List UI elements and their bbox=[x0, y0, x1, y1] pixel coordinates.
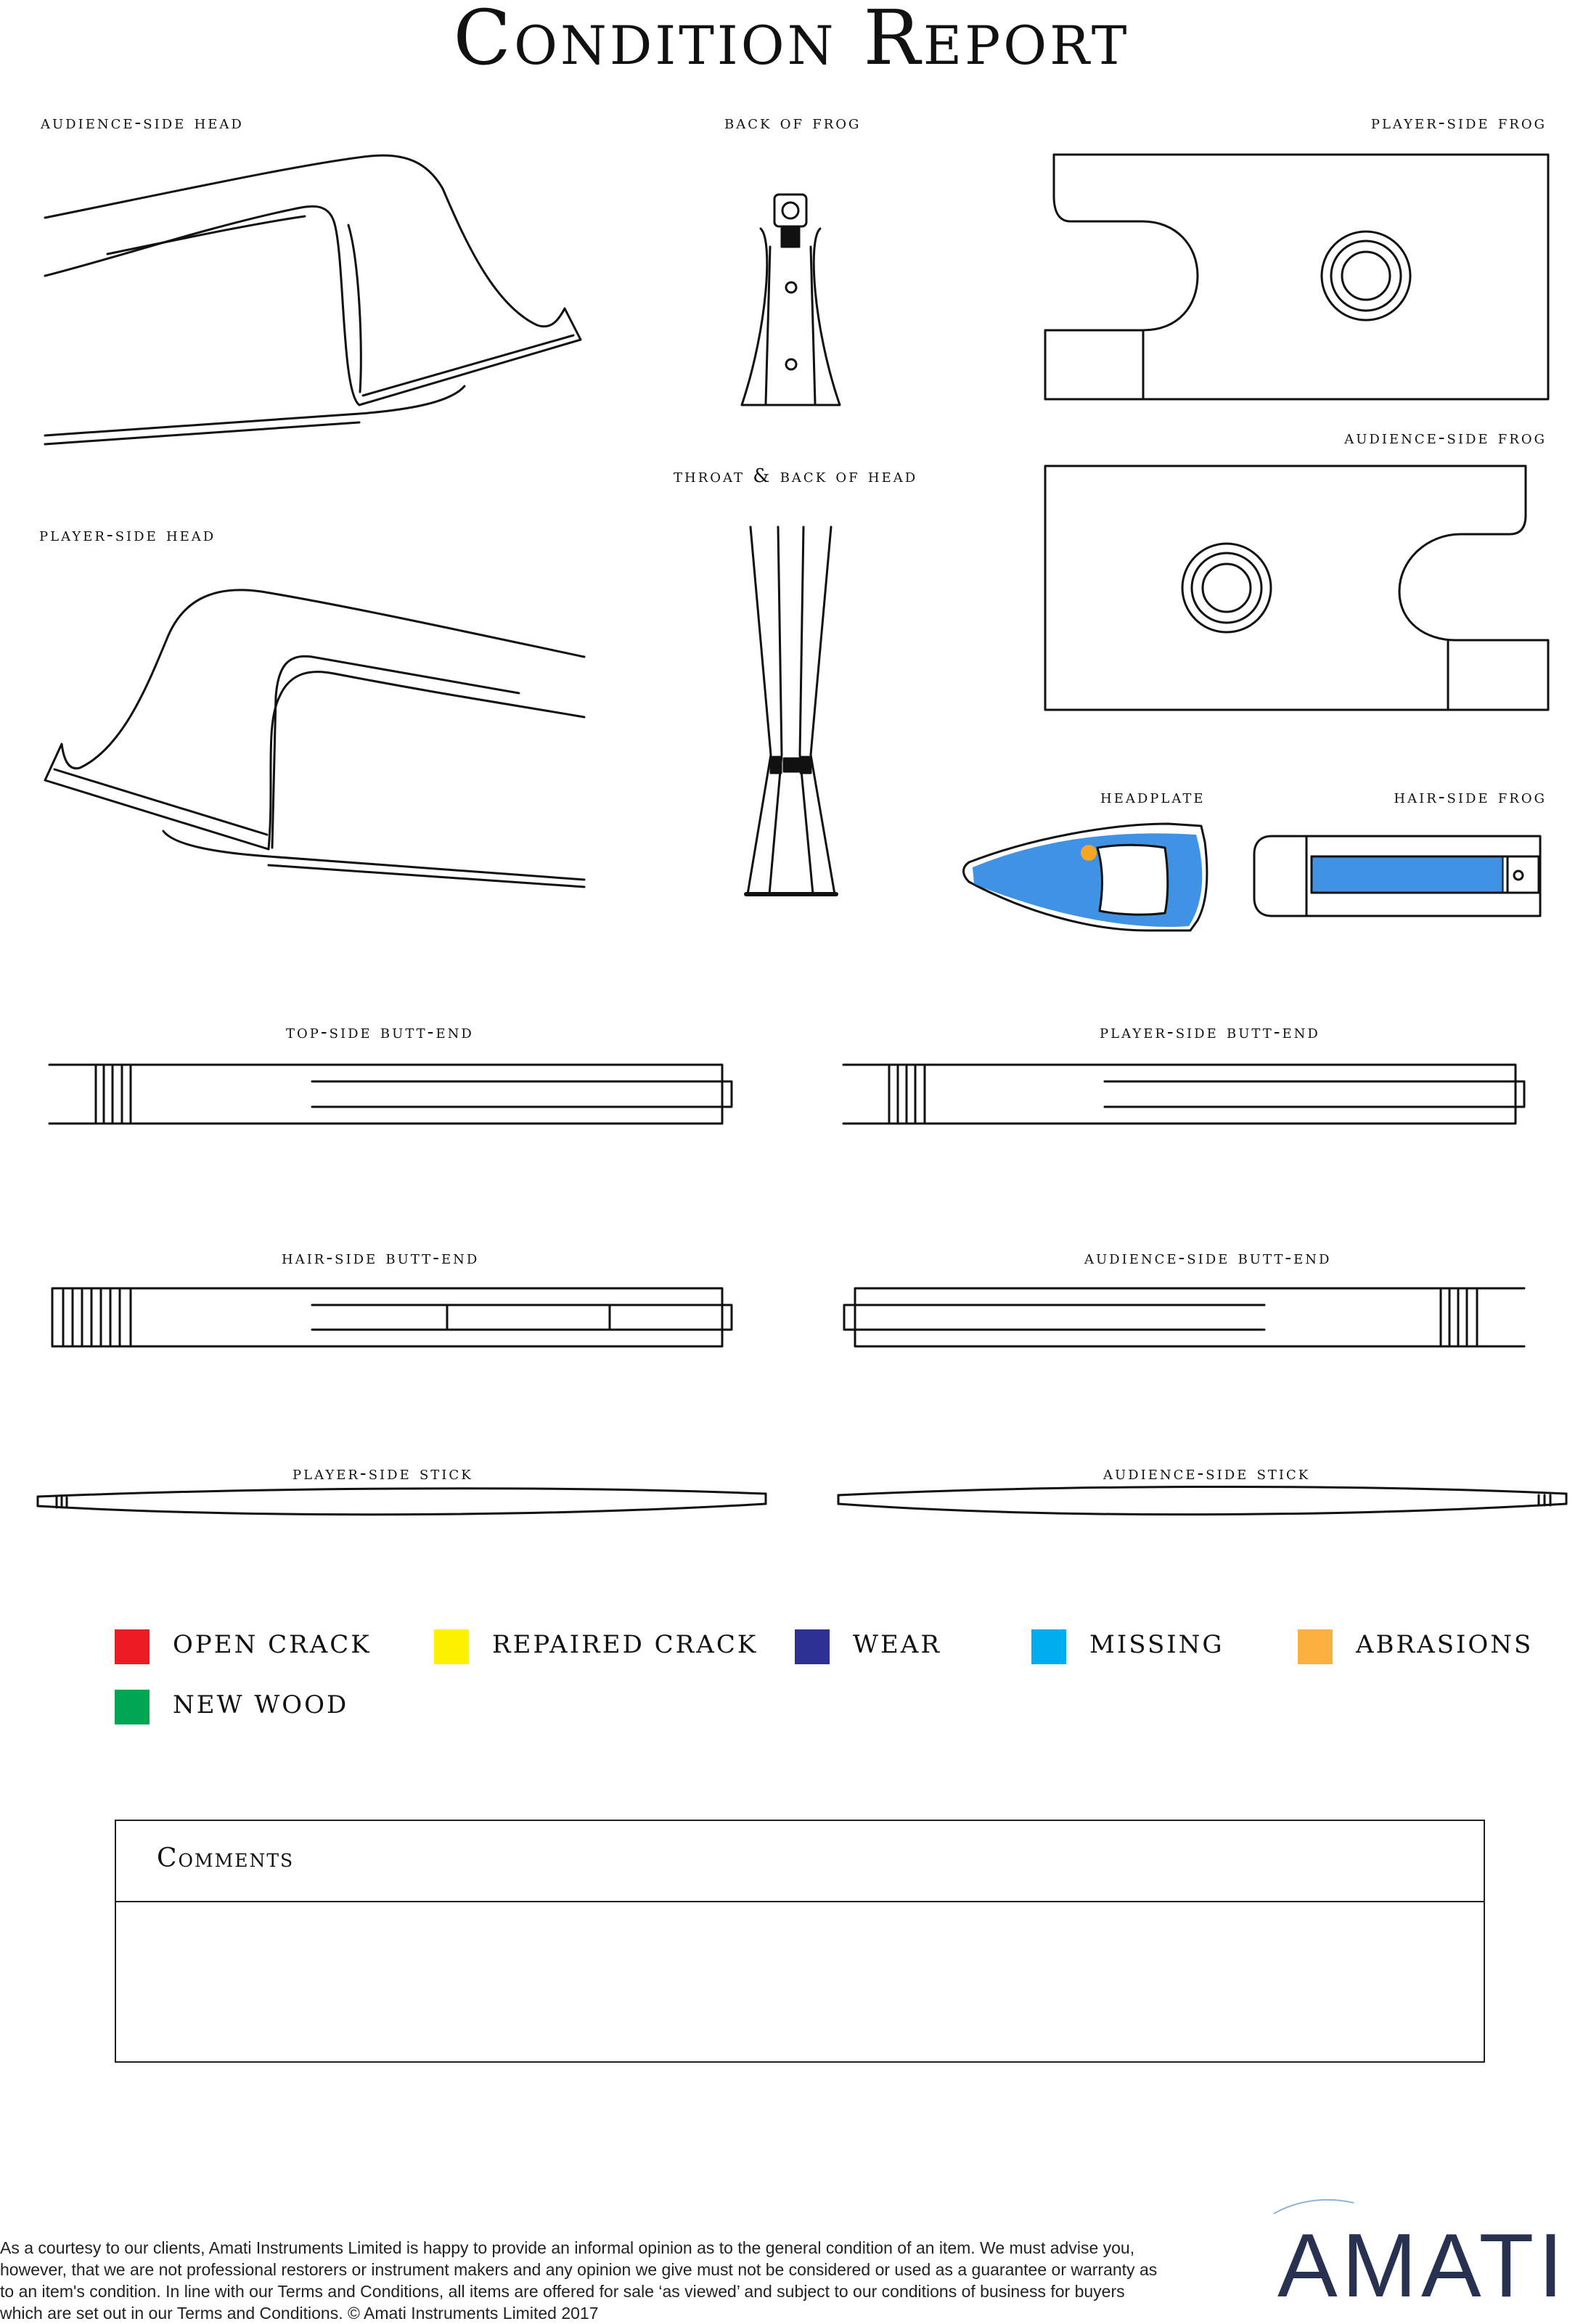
label-audience-side-stick: audience-side stick bbox=[1103, 1462, 1311, 1484]
legend-swatch-missing bbox=[1031, 1629, 1066, 1664]
label-hair-side-frog: hair-side frog bbox=[1394, 786, 1547, 808]
logo-swoosh-icon bbox=[1270, 2196, 1357, 2217]
legend-swatch-new-wood bbox=[115, 1690, 150, 1724]
audience-side-butt-end-drawing bbox=[844, 1288, 1524, 1346]
audience-side-stick-drawing bbox=[838, 1486, 1566, 1514]
audience-side-head-drawing bbox=[45, 155, 581, 444]
legend-swatch-open-crack bbox=[115, 1629, 150, 1664]
legend-label-new-wood: NEW WOOD bbox=[173, 1690, 349, 1719]
label-back-of-frog: back of frog bbox=[724, 112, 862, 134]
player-side-head-drawing bbox=[45, 590, 584, 887]
legend-swatch-wear bbox=[795, 1629, 830, 1664]
legend-label-abrasions: ABRASIONS bbox=[1356, 1630, 1534, 1659]
legend-label-repaired-crack: REPAIRED CRACK bbox=[492, 1630, 758, 1659]
back-of-frog-drawing bbox=[742, 195, 840, 405]
missing-marking-hair-side-frog bbox=[1312, 857, 1502, 892]
abrasion-marking-headplate bbox=[1081, 845, 1097, 861]
amati-logo: AMATI bbox=[1277, 2216, 1568, 2316]
label-audience-side-frog: audience-side frog bbox=[1344, 427, 1547, 449]
legend-swatch-repaired-crack bbox=[434, 1629, 469, 1664]
label-player-side-frog: player-side frog bbox=[1370, 112, 1547, 134]
legend-label-wear: WEAR bbox=[853, 1630, 941, 1659]
top-side-butt-end-drawing bbox=[49, 1065, 732, 1124]
player-side-frog-drawing bbox=[1045, 155, 1548, 399]
comments-box bbox=[115, 1820, 1485, 2063]
player-side-butt-end-drawing bbox=[843, 1065, 1524, 1124]
throat-back-of-head-drawing bbox=[746, 527, 836, 894]
legend-label-missing: MISSING bbox=[1089, 1630, 1224, 1659]
label-throat-back-of-head: throat & back of head bbox=[674, 465, 918, 487]
comments-header bbox=[116, 1821, 1484, 1902]
comments-area[interactable] bbox=[116, 1902, 1484, 2061]
disclaimer-text: As a courtesy to our clients, Amati Instruments Limited is happy to provide an informal opinion as to the general condition of an item. We must advise you, however, that we are not professional restorers or instrument makers and any opinion we give must not be considered or used as a guarantee or warranty as to an item's condition. In line with our Terms and Conditions, all items are offered for sale ‘as viewed’ and subject to our conditions of business for buyers which are set out in our Terms and Conditions. © Amati Instruments Limited 2017 bbox=[0, 2238, 1158, 2323]
page-title: Condition Report bbox=[453, 0, 1130, 82]
label-hair-side-butt-end: hair-side butt-end bbox=[282, 1247, 480, 1269]
condition-markings bbox=[973, 833, 1502, 927]
comments-title: Comments bbox=[157, 1844, 295, 1873]
label-audience-side-butt-end: audience-side butt-end bbox=[1084, 1247, 1332, 1269]
legend-swatch-abrasions bbox=[1298, 1629, 1333, 1664]
label-player-side-butt-end: player-side butt-end bbox=[1100, 1021, 1320, 1043]
legend-label-open-crack: OPEN CRACK bbox=[173, 1630, 372, 1659]
label-headplate: headplate bbox=[1100, 786, 1206, 808]
headplate-window bbox=[1097, 845, 1168, 915]
label-audience-side-head: audience-side head bbox=[41, 112, 244, 134]
label-player-side-head: player-side head bbox=[39, 524, 216, 546]
label-top-side-butt-end: top-side butt-end bbox=[286, 1021, 474, 1043]
player-side-stick-drawing bbox=[38, 1489, 766, 1515]
audience-side-frog-drawing bbox=[1045, 466, 1548, 710]
label-player-side-stick: player-side stick bbox=[293, 1462, 473, 1484]
hair-side-butt-end-drawing bbox=[52, 1288, 732, 1346]
